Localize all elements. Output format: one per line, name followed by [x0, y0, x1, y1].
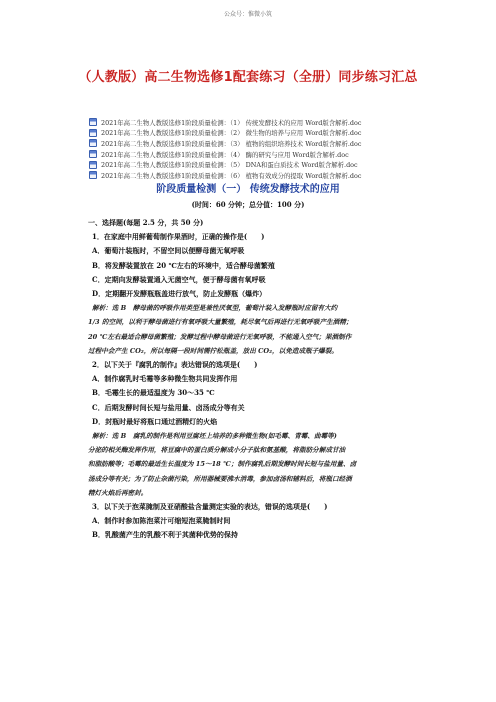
document-title: （人教版）高二生物选修1配套练习（全册）同步练习汇总: [78, 70, 418, 85]
word-file-icon: [89, 161, 97, 169]
question-2-analysis: 分泌的相关酶发挥作用，将豆腐中的蛋白质分解成小分子肽和氨基酸，将脂肪分解成甘油: [88, 446, 346, 455]
word-file-icon: [89, 171, 97, 179]
file-row[interactable]: [89, 138, 419, 149]
word-file-icon: [89, 129, 97, 137]
question-1-option-b: B．将发酵装置放在 20 ℃左右的环境中，适合酵母菌繁殖: [92, 260, 275, 270]
question-1-stem: 1．在家庭中用鲜葡萄制作果酒时，正确的操作是( ): [92, 232, 265, 242]
question-1-analysis: 解析：选 B 酵母菌的呼吸作用类型是兼性厌氧型，葡萄汁装入发酵瓶时应留有大约: [92, 304, 338, 313]
file-row[interactable]: [89, 149, 419, 160]
section-heading: 一、选择题(每题 2.5 分，共 50 分): [88, 218, 204, 227]
file-row[interactable]: [89, 159, 419, 170]
header-watermark: 公众号：惟微小筑: [223, 11, 272, 18]
question-2-option-c: C．后期发酵时间长短与盐用量、卤汤成分等有关: [92, 402, 245, 412]
file-link[interactable]: 2021年高二生物人教版选修1阶段质量检测：（5） DNA和蛋白质技术 Word版含解析.doc: [101, 161, 358, 170]
question-2-analysis: 和脂肪酸等；毛霉的最适生长温度为 15～18 ℃；制作腐乳后期发酵时间长短与盐用量、卤: [88, 460, 357, 469]
question-1-option-a: A．葡萄汁装瓶时，不留空间以便酵母菌无氧呼吸: [92, 246, 245, 256]
question-2-analysis: 精灯火焰后再密封。: [88, 488, 148, 497]
question-1-analysis: 20 ℃左右最适合酵母菌繁殖；发酵过程中酵母菌进行无氧呼吸，不能通入空气；果酒制作: [88, 332, 352, 341]
question-1-option-c: C．定期向发酵装置通入无菌空气，便于酵母菌有氧呼吸: [92, 274, 266, 284]
file-link[interactable]: 2021年高二生物人教版选修1阶段质量检测：（2） 微生物的培养与应用 Word版含解析.doc: [101, 129, 362, 138]
file-row[interactable]: [89, 128, 419, 139]
file-row[interactable]: [89, 170, 419, 181]
file-link[interactable]: 2021年高二生物人教版选修1阶段质量检测：（4） 酶的研究与应用 Word版含解析.doc: [101, 150, 349, 159]
question-2-option-a: A．制作腐乳时毛霉等多种微生物共同发挥作用: [92, 374, 238, 384]
question-2-analysis: 解析：选 B 腐乳的制作是利用豆腐坯上培养的多种微生物(如毛霉、青霉、曲霉等): [92, 432, 337, 441]
file-link[interactable]: 2021年高二生物人教版选修1阶段质量检测：（1） 传统发酵技术的应用 Word版含解析.doc: [101, 118, 362, 127]
question-2-analysis: 汤成分等有关；为了防止杂菌污染，所用器械要沸水消毒，参加卤汤和辅料后，将瓶口经酒: [88, 474, 352, 483]
question-1-analysis: 1/3 的空间，以利于酵母菌进行有氧呼吸大量繁殖，耗尽氧气后再进行无氧呼吸产生酒精；: [88, 318, 353, 327]
section-title: 阶段质量检测（一） 传统发酵技术的应用: [156, 184, 340, 195]
question-2-option-b: B．毛霉生长的最适温度为 30～35 ℃: [92, 388, 215, 398]
word-file-icon: [89, 150, 97, 158]
file-link[interactable]: 2021年高二生物人教版选修1阶段质量检测：（6） 植物有效成分的提取 Word版含解析.doc: [101, 171, 362, 180]
question-3-option-b: B．乳酸菌产生的乳酸不利于其菌种优势的保持: [92, 530, 238, 540]
word-file-icon: [89, 118, 97, 126]
question-1-option-d: D．定期翻开发酵瓶瓶盖进行放气，防止发酵瓶（爆炸）: [92, 289, 267, 299]
file-list: [89, 117, 419, 181]
question-3-option-a: A．制作时参加陈泡菜汁可缩短泡菜腌制时间: [92, 516, 231, 526]
word-file-icon: [89, 139, 97, 147]
exam-meta: (时间：60 分钟；总分值：100 分): [191, 200, 305, 209]
question-2-stem: 2．以下关于『腐乳的制作』表达错误的选项是( ): [92, 360, 258, 370]
question-body: [88, 216, 406, 543]
file-link[interactable]: 2021年高二生物人教版选修1阶段质量检测：（3） 植物的组织培养技术 Word版含解析.doc: [101, 139, 362, 148]
question-2-option-d: D．封瓶时最好将瓶口通过酒精灯的火焰: [92, 416, 218, 426]
file-row[interactable]: [89, 117, 419, 128]
question-3-stem: 3．以下关于泡菜腌制及亚硝酸盐含量测定实验的表达，错误的选项是( ): [92, 502, 328, 512]
question-1-analysis: 过程中会产生 CO₂，所以每隔一段时间需拧松瓶盖，放出 CO₂，以免造成瓶子爆裂。: [88, 346, 338, 355]
